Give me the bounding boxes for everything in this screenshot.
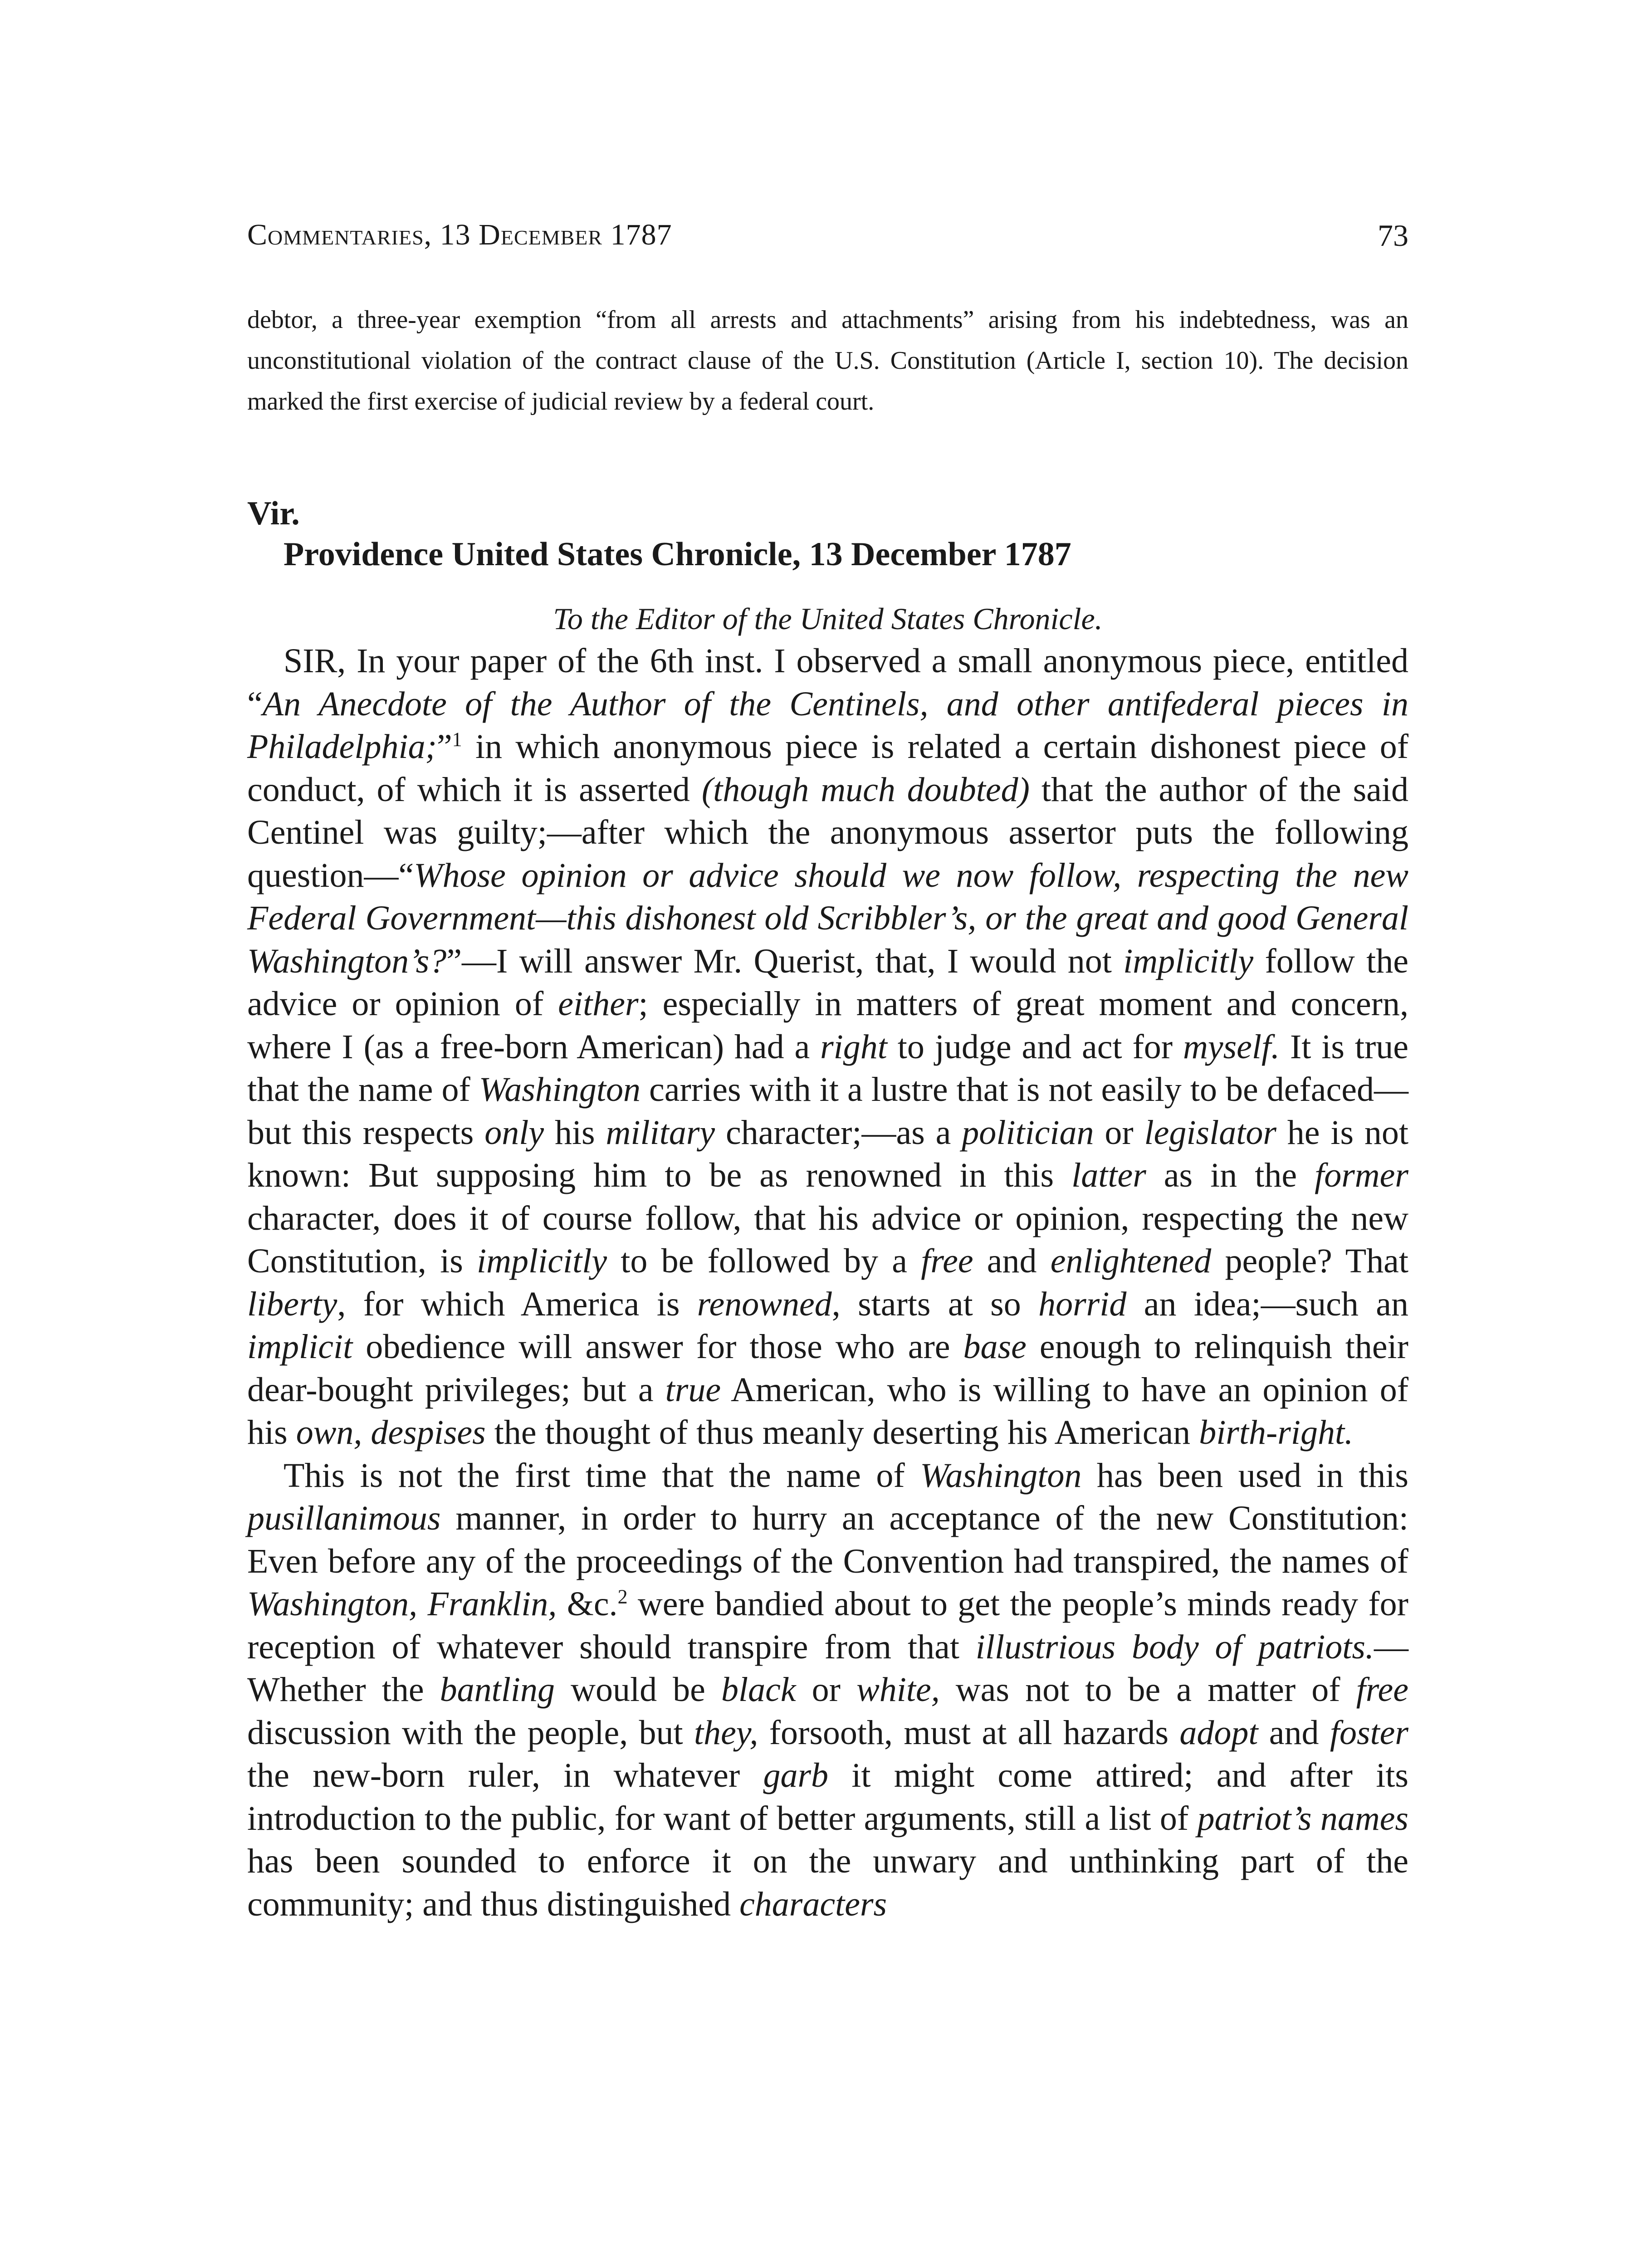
section-number: Vir.	[247, 495, 300, 532]
footnote-ref-1[interactable]: 1	[452, 728, 462, 751]
text-span: , starts at so	[831, 1285, 1039, 1323]
italic-span: myself.	[1183, 1027, 1280, 1066]
text-span: his	[544, 1113, 606, 1152]
text-span: and	[1258, 1713, 1330, 1752]
text-span: has been sounded to enforce it on the unwary and unthinking part of the community; and thus distinguished	[247, 1842, 1408, 1923]
italic-span: legislator	[1144, 1113, 1276, 1152]
text-span: SIR, In your paper of the 6th inst. I observed a small anonymous piece, entitled “	[247, 642, 1408, 723]
italic-span: own, despises	[296, 1413, 486, 1452]
footnote-ref-2[interactable]: 2	[617, 1585, 628, 1608]
text-span: , for which America is	[337, 1285, 697, 1323]
italic-span: free	[1356, 1671, 1409, 1709]
italic-span: patriot’s names	[1197, 1799, 1409, 1838]
italic-span: An Anecdote of the Author of the Centinels, and other antifederal pieces in Philadelphia;	[247, 684, 1408, 766]
text-span: enough to relinquish their dear-bought privileges; but a	[247, 1328, 1408, 1409]
italic-span: adopt	[1179, 1713, 1258, 1752]
text-span: were bandied about to get the people’s minds ready for reception of whatever should transpire from that	[247, 1585, 1408, 1666]
text-span: &c.	[557, 1585, 618, 1623]
italic-span: white,	[856, 1671, 940, 1709]
editorial-note: debtor, a three-year exemption “from all arrests and attachments” arising from his indebtedness, was an unconstitutional violation of the contract clause of the U.S. Constitution (Article I, section 10). The decision marked the first exercise of judicial review by a federal court.	[247, 306, 1408, 415]
text-span: would be	[555, 1671, 721, 1709]
text-span: he is not known: But supposing him to be as renowned in this	[247, 1113, 1408, 1194]
italic-span: implicitly	[1123, 942, 1254, 980]
text-span: the thought of thus meanly deserting his American	[485, 1413, 1199, 1452]
italic-span: pusillanimous	[247, 1499, 441, 1537]
paragraph-1	[247, 640, 1408, 1454]
italic-span: illustrious body of patriots.	[975, 1628, 1374, 1666]
italic-span: black	[721, 1671, 796, 1709]
italic-span: foster	[1330, 1713, 1408, 1752]
text-span: ; especially in matters of great moment and concern, where I (as a free-born American) had a	[247, 985, 1408, 1066]
italic-span: they,	[694, 1713, 758, 1752]
italic-span: Washington, Franklin,	[247, 1585, 557, 1623]
text-span: It is true that the name of	[247, 1027, 1408, 1109]
text-span: in which anonymous piece is related a certain dishonest piece of conduct, of which it is asserted	[247, 728, 1408, 809]
text-span: or	[1094, 1113, 1144, 1152]
text-span: character;—as a	[715, 1113, 962, 1152]
text-span: an idea;—such an	[1126, 1285, 1408, 1323]
italic-span: liberty	[247, 1285, 337, 1323]
text-span: —Whether the	[247, 1628, 1409, 1709]
text-span: or	[796, 1671, 857, 1709]
text-span: follow the advice or opinion of	[247, 942, 1408, 1023]
text-span: This is not the first time that the name of	[284, 1456, 920, 1495]
italic-span: enlightened	[1050, 1242, 1212, 1280]
text-span: it might come attired; and after its introduction to the public, for want of better arguments, still a list of	[247, 1756, 1408, 1838]
italic-span: birth-right.	[1199, 1413, 1354, 1452]
text-span: forsooth, must at all hazards	[758, 1713, 1180, 1752]
text-span: the new-born ruler, in whatever	[247, 1756, 763, 1794]
running-head-title: Commentaries, 13 December 1787	[247, 218, 672, 251]
italic-span: base	[963, 1328, 1027, 1366]
text-span: ”—I will answer Mr. Querist, that, I would not	[446, 942, 1124, 980]
italic-span: true	[665, 1370, 721, 1409]
text-span: carries with it a lustre that is not easily to be defaced—but this respects	[247, 1070, 1409, 1152]
italic-span: Washington	[479, 1070, 640, 1109]
text-span: that the author of the said Centinel was guilty;—after which the anonymous assertor puts the following question—“	[247, 770, 1408, 894]
text-span: and	[973, 1242, 1051, 1280]
italic-span: Washington	[920, 1456, 1082, 1495]
text-span: character, does it of course follow, that his advice or opinion, respecting the new Constitution, is	[247, 1199, 1408, 1280]
text-span: ”	[436, 728, 452, 766]
text-span: to be followed by a	[607, 1242, 921, 1280]
italic-span: renowned	[697, 1285, 832, 1323]
paragraph-2	[247, 1454, 1408, 1926]
italic-span: (though much doubted)	[701, 770, 1030, 809]
salutation: To the Editor of the United States Chronicle.	[553, 601, 1103, 636]
italic-span: Whose opinion or advice should we now follow, respecting the new Federal Government—this dishonest old Scribbler’s, or the great and good General Washington’s?	[247, 856, 1408, 980]
text-span: was not to be a matter of	[939, 1671, 1356, 1709]
italic-span: politician	[962, 1113, 1094, 1152]
italic-span: military	[606, 1113, 715, 1152]
section-title: Providence United States Chronicle, 13 December 1787	[284, 536, 1071, 573]
italic-span: either	[558, 985, 639, 1023]
text-span: people? That	[1211, 1242, 1408, 1280]
italic-span: horrid	[1038, 1285, 1127, 1323]
italic-span: characters	[739, 1885, 887, 1923]
italic-span: latter	[1071, 1156, 1146, 1194]
italic-span: only	[484, 1113, 544, 1152]
italic-span: implicit	[247, 1328, 353, 1366]
italic-span: former	[1315, 1156, 1408, 1194]
text-span: as in the	[1146, 1156, 1315, 1194]
text-span: to judge and act for	[887, 1027, 1183, 1066]
running-head	[247, 218, 1408, 259]
page-number: 73	[1378, 218, 1408, 253]
italic-span: free	[921, 1242, 973, 1280]
text-span: American, who is willing to have an opinion of his	[247, 1370, 1408, 1452]
text-span: obedience will answer for those who are	[352, 1328, 963, 1366]
text-span: manner, in order to hurry an acceptance of the new Constitution: Even before any of the proceedings of the Convention had transpired, the names of	[247, 1499, 1408, 1580]
italic-span: implicitly	[477, 1242, 607, 1280]
letter-body	[247, 640, 1408, 1926]
italic-span: right	[820, 1027, 887, 1066]
italic-span: garb	[763, 1756, 829, 1794]
text-span: has been used in this	[1081, 1456, 1408, 1495]
text-span: discussion with the people, but	[247, 1713, 694, 1752]
italic-span: bantling	[440, 1671, 555, 1709]
